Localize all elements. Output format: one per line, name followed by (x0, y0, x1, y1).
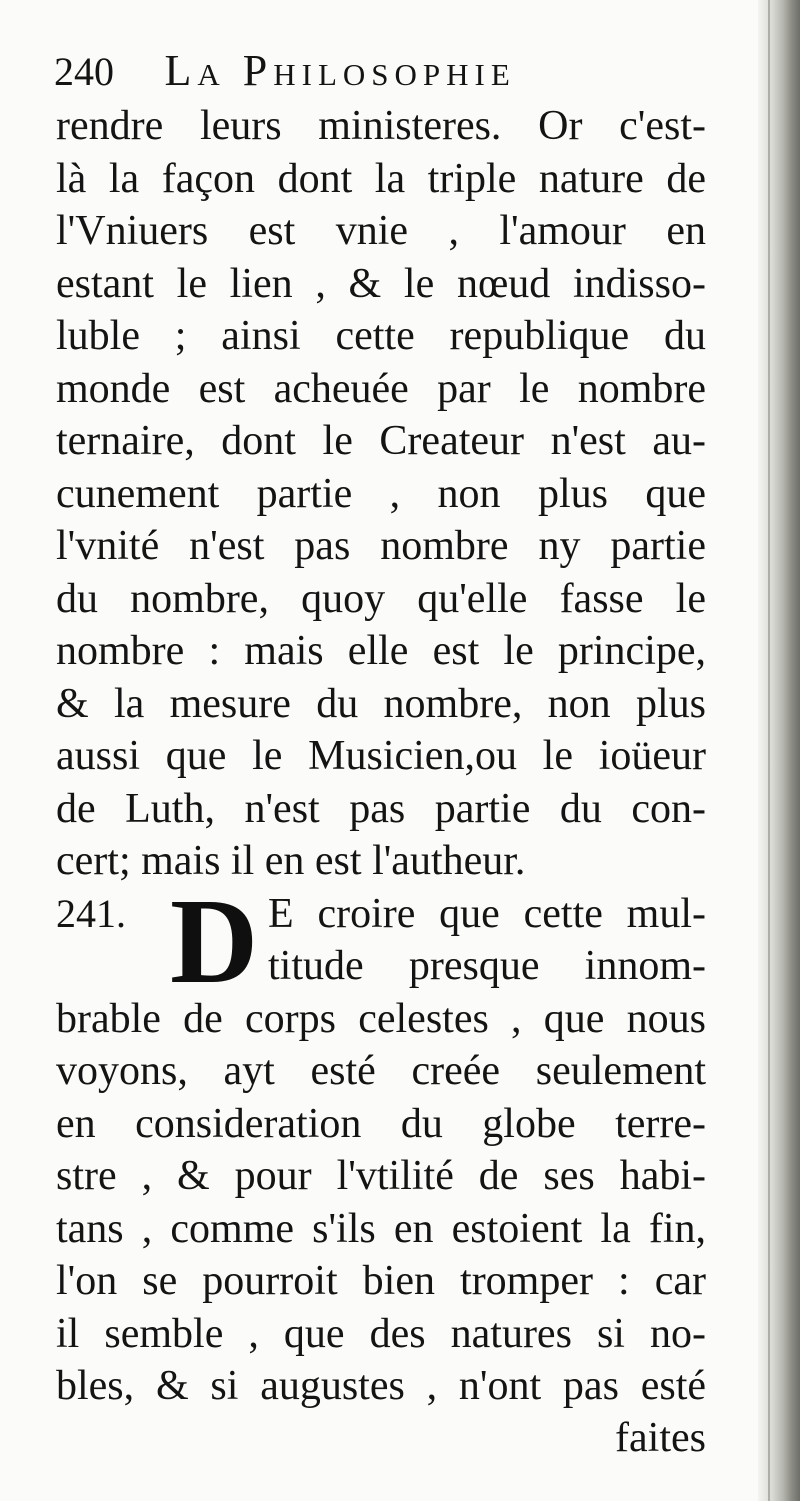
text-line: luble ; ainsi cette republique du (56, 313, 706, 359)
page-edge-shadow (758, 0, 800, 1501)
section-number: 241. (56, 890, 126, 936)
text-line: tans , comme s'ils en estoient la fin, (56, 1205, 706, 1252)
text-line: en consideration du globe terre- (56, 1100, 706, 1147)
text-line: estant le lien , & le nœud indisso- (56, 260, 706, 307)
text-line: bles, & si augustes , n'ont pas esté (56, 1363, 706, 1409)
text-line: nombre : mais elle est le principe, (56, 628, 706, 674)
text-line: l'Vniuers est vnie , l'amour en (56, 208, 706, 254)
text-line: & la mesure du nombre, non plus (56, 680, 706, 727)
text-line: l'vnité n'est pas nombre ny partie (56, 523, 706, 569)
text-line: cert; mais il en est l'autheur. (56, 838, 526, 884)
text-line: rendre leurs ministeres. Or c'est- (56, 103, 706, 149)
text-line: il semble , que des natures si no- (56, 1310, 706, 1357)
page-header (54, 42, 754, 100)
text-line: E croire que cette mul- (268, 890, 706, 937)
catchword: faites (615, 1415, 706, 1461)
text-line: cunement partie , non plus que (56, 470, 706, 517)
running-head: La Philosophie (164, 46, 516, 95)
paragraph-241 (56, 873, 706, 1413)
text-line: là la façon dont la triple nature de (56, 155, 706, 202)
page-edge-line (768, 0, 770, 1501)
text-line: aussi que le Musicien,ou le ioüeur (56, 733, 706, 779)
text-line: voyons, ayt esté creée seulement (56, 1048, 706, 1094)
text-line: stre , & pour l'vtilité de ses habi- (56, 1153, 706, 1199)
paragraph-240 (56, 100, 706, 888)
text-line: du nombre, quoy qu'elle fasse le (56, 575, 706, 622)
text-line: de Luth, n'est pas partie du con- (56, 785, 706, 832)
text-line: ternaire, dont le Createur n'est au- (56, 418, 706, 464)
text-block (56, 100, 706, 1413)
text-line: brable de corps celestes , que nous (56, 995, 706, 1042)
page-number: 240 (54, 49, 114, 94)
text-line: monde est acheuée par le nombre (56, 365, 706, 412)
text-line: l'on se pourroit bien tromper : car (56, 1258, 706, 1304)
drop-cap-initial: D (170, 873, 259, 1009)
text-line: titude presque innom- (268, 943, 706, 989)
